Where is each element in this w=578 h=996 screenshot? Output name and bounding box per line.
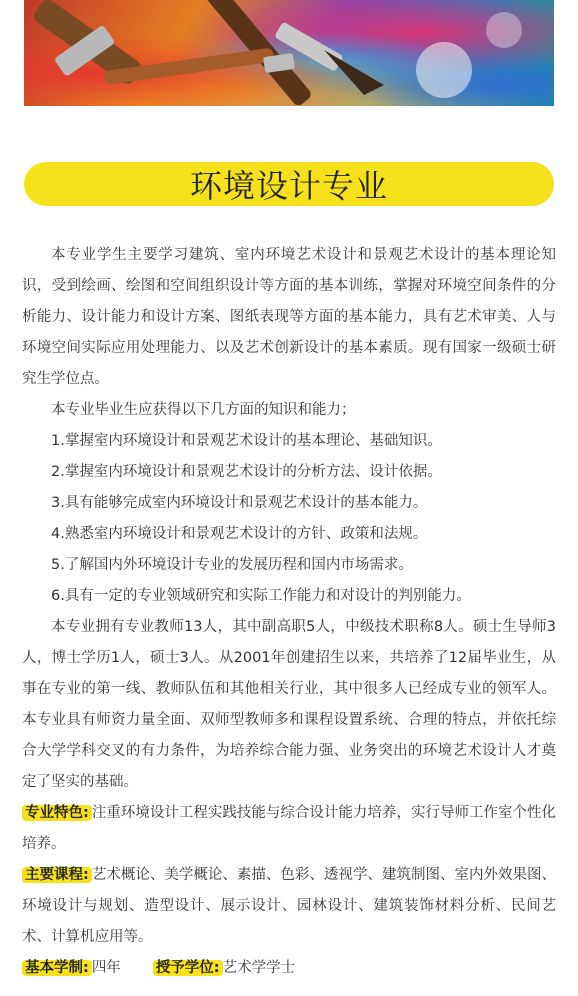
title-banner [24,162,554,206]
courses-text: 艺术概论、美学概论、素描、色彩、透视学、建筑制图、室内外效果图、环境设计与规划、造型设计、展示设计、园林设计、建筑装饰材料分析、民间艺术、计算机应用等。 [22,867,556,945]
courses-label: 主要课程: [22,867,92,883]
courses-section [22,860,556,953]
brush-2 [201,0,384,106]
features-section [22,798,556,860]
features-label: 专业特色: [22,805,92,821]
list-item: 4.熟悉室内环境设计和景观艺术设计的方针、政策和法规。 [51,526,428,542]
list-item: 1.掌握室内环境设计和景观艺术设计的基本理论、基础知识。 [51,433,442,449]
duration-section [22,953,121,984]
list-item: 6.具有一定的专业领域研究和实际工作能力和对设计的判别能力。 [51,588,471,604]
graduates-intro: 本专业毕业生应获得以下几方面的知识和能力； [51,402,356,418]
degree-section [153,953,295,984]
duration-label: 基本学制: [22,960,92,976]
list-item: 3.具有能够完成室内环境设计和景观艺术设计的基本能力。 [51,495,428,511]
hero-banner-image [24,0,554,106]
info-row [22,953,556,984]
faculty-paragraph: 本专业拥有专业教师13人，其中副高职5人，中级技术职称8人。硕士生导师3人，博士学历1人，硕士3人。从2001年创建招生以来，共培养了12届毕业生，从事在专业的第一线、教师队伍和其他相关行业，其中很多人已经成专业的领军人。本专业具有师资力量全面、双师型教师多和课程设置系统、合理的特点，并依托综合大学学科交叉的有力条件，为培养综合能力强、业务突出的环境艺术设计人才奠定了坚实的基础。 [22,619,556,790]
page-title: 环境设计专业 [189,167,388,205]
content-body [22,240,556,984]
intro-paragraph: 本专业学生主要学习建筑、室内环境艺术设计和景观艺术设计的基本理论知识，受到绘画、绘图和空间组织设计等方面的基本训练，掌握对环境空间条件的分析能力、设计能力和设计方案、图纸表现等方面的基本能力，具有艺术审美、人与环境空间实际应用处理能力、以及艺术创新设计的基本素质。现有国家一级硕士研究生学位点。 [22,247,556,387]
degree-text: 艺术学学士 [222,960,296,976]
features-text: 注重环境设计工程实践技能与综合设计能力培养，实行导师工作室个性化培养。 [22,805,556,852]
duration-text: 四年 [91,960,121,976]
list-item: 5.了解国内外环境设计专业的发展历程和国内市场需求。 [51,557,413,573]
list-item: 2.掌握室内环境设计和景观艺术设计的分析方法、设计依据。 [51,464,442,480]
degree-label: 授予学位: [153,960,223,976]
paint-brushes-illustration [24,0,554,106]
